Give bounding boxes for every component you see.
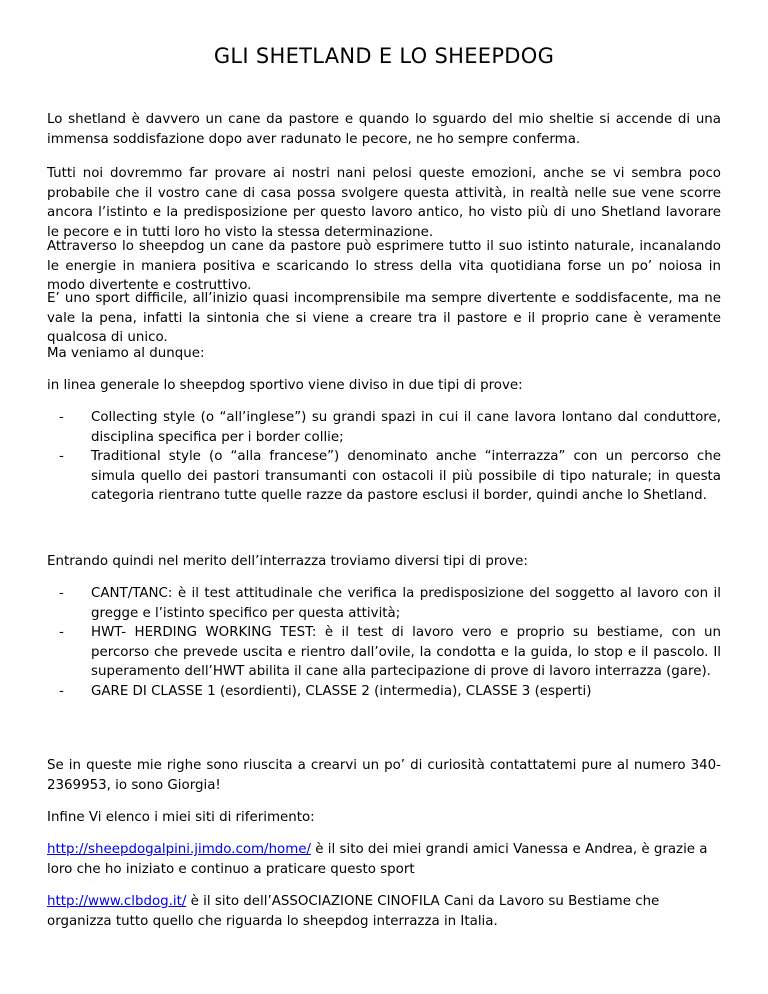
list-item [47, 682, 721, 702]
list-item-text: Traditional style (o “alla francese”) denominato anche “interrazza” con un percorso che simula quello dei pastori transumanti con ostacoli il più possibile di tipo naturale; in questa categoria rientrano tutte quelle razze da pastore esclusi il border, quindi anche lo Shetland. [91, 449, 721, 503]
list-dash: - [59, 683, 64, 699]
list-prove-types [47, 408, 721, 506]
paragraph-sheepdog-benefits: Attraverso lo sheepdog un cane da pastore può esprimere tutto il suo istinto naturale, incanalando le energie in maniera positiva e scaricando lo stress della vita quotidiana forse un po’ noiosa in modo divertente e costruttivo. [47, 239, 721, 293]
list-dash: - [59, 586, 64, 601]
list-item [47, 623, 721, 682]
link-clbdog[interactable]: http://www.clbdog.it/ [47, 894, 187, 909]
list-dash: - [59, 449, 64, 464]
list-item-text: Collecting style (o “all’inglese”) su grandi spazi in cui il cane lavora lontano dal conduttore, disciplina specifica per i border collie; [91, 410, 721, 445]
list-dash: - [59, 410, 64, 425]
paragraph-link-clbdog [47, 892, 721, 931]
list-item-text: GARE DI CLASSE 1 (esordienti), CLASSE 2 (intermedia), CLASSE 3 (esperti) [91, 683, 592, 699]
paragraph-link-sheepdogalpini [47, 840, 721, 879]
list-item [47, 447, 721, 506]
link-clbdog-description: è il sito dell’ASSOCIAZIONE CINOFILA Cani da Lavoro su Bestiame che organizza tutto quello che riguarda lo sheepdog interrazza in Italia. [47, 894, 660, 929]
list-item-text: CANT/TANC: è il test attitudinale che verifica la predisposizione del soggetto al lavoro con il gregge e l’istinto specifico per questa attività; [91, 586, 721, 621]
list-item [47, 584, 721, 623]
paragraph-intro: Lo shetland è davvero un cane da pastore e quando lo sguardo del mio sheltie si accende di una immensa soddisfazione dopo aver radunato le pecore, ne ho sempre conferma. [47, 112, 721, 147]
paragraph-contact: Se in queste mie righe sono riuscita a crearvi un po’ di curiosità contattatemi pure al numero 340-2369953, io sono Giorgia! [47, 758, 721, 793]
list-dash: - [59, 625, 64, 640]
paragraph-sites-intro: Infine Vi elenco i miei siti di riferimento: [47, 810, 315, 825]
list-item-text: HWT- HERDING WORKING TEST: è il test di lavoro vero e proprio su bestiame, con un percorso che prevede uscita e rientro dall’ovile, la condotta e la guida, lo stop e il pascolo. Il superamento dell’HWT abilita il cane alla partecipazione di prove di lavoro interrazza (gare). [91, 625, 721, 679]
paragraph-two-types: in linea generale lo sheepdog sportivo viene diviso in due tipi di prove: [47, 378, 523, 393]
list-item [47, 408, 721, 447]
paragraph-interrazza: Entrando quindi nel merito dell’interrazza troviamo diversi tipi di prove: [47, 554, 528, 569]
document-title: GLI SHETLAND E LO SHEEPDOG [213, 44, 555, 68]
list-interrazza-prove [47, 584, 721, 701]
paragraph-transition: Ma veniamo al dunque: [47, 346, 205, 361]
link-sheepdogalpini[interactable]: http://sheepdogalpini.jimdo.com/home/ [47, 842, 312, 857]
link-sheepdogalpini-description: è il sito dei miei grandi amici Vanessa e Andrea, è grazie a loro che ho iniziato e continuo a praticare questo sport [47, 842, 708, 877]
paragraph-sport-difficulty: E’ uno sport difficile, all’inizio quasi incomprensibile ma sempre divertente e soddisfacente, ma ne vale la pena, infatti la sintonia che si viene a creare tra il pastore e il proprio cane è veramente qualcosa di unico. [47, 291, 721, 345]
paragraph-emotions: Tutti noi dovremmo far provare ai nostri nani pelosi queste emozioni, anche se vi sembra poco probabile che il vostro cane di casa possa svolgere questa attività, in realtà nelle sue vene scorre ancora l’istinto e la predisposizione per questo lavoro antico, ho visto più di uno Shetland lavorare le pecore e in tutti loro ho visto la stessa determinazione. [47, 166, 721, 240]
